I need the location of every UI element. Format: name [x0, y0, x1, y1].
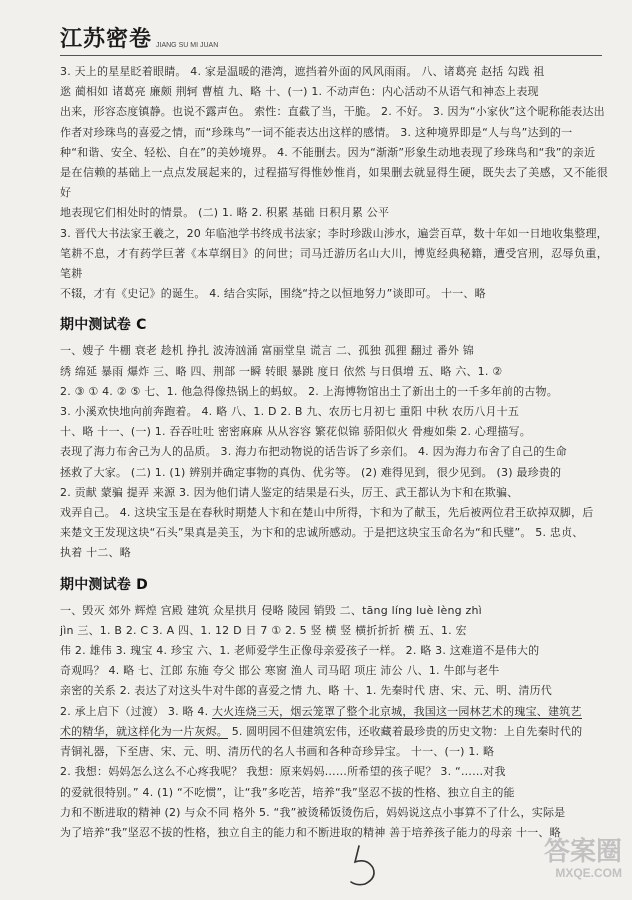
text-line: 不辍，才有《史记》的诞生。 4. 结合实际，围绕“持之以恒地努力”谈即可。 十一、略	[60, 287, 486, 301]
text-fragment: 5. 圆明园不但建筑宏伟，还收藏着最珍贵的历史文物：上自先秦时代的	[228, 724, 583, 738]
watermark-title: 答案圈	[543, 836, 622, 866]
text-line: 亲密的关系 2. 表达了对这头牛对牛郎的喜爱之情 九、略 十、1. 先秦时代 唐、宋、元、明、清历代	[60, 684, 552, 698]
text-line: 青铜礼器，下至唐、宋、元、明、清历代的名人书画和各种奇珍异宝。 十一、(一) 1. 略	[60, 745, 495, 759]
text-line: 来楚文王发现这块“石头”果真是美玉，为卞和的忠诚所感动。于是把这块宝玉命名为“和氏璧”。 5. 忠贞、	[60, 526, 584, 540]
text-line: 一、嫂子 牛棚 衰老 趁机 挣扎 波涛汹涌 富丽堂皇 谎言 二、孤独 孤狸 翻过 番外 锦	[60, 344, 474, 358]
text-line: 3. 晋代大书法家王羲之，20 年临池学书终成书法家；李时珍跋山涉水，遍尝百草，数十年如一日地收集整理，	[60, 226, 608, 240]
brand-name: 江苏密卷	[60, 26, 153, 52]
site-watermark	[512, 836, 622, 892]
underlined-sentence-end: 术的精华，就这样化为一片灰烬。	[60, 724, 228, 738]
text-line: 的爱就很特别。” 4. (1) “不吃惯”，让“我”多吃苦，培养“我”坚忍不拔的性格、独立自主的能	[60, 785, 515, 799]
text-line: 逖 蔺相如 诸葛亮 廉颇 荆轲 曹植 九、略 十、(一) 1. 不动声色：内心活动不从语气和神态上表现	[60, 85, 539, 99]
section-d-title: 期中测试卷 D	[60, 576, 148, 593]
text-line: 伟 2. 雄伟 3. 瑰宝 4. 珍宝 六、1. 老师爱学生正像母亲爱孩子一样。 2. 略 3. 这难道不是伟大的	[60, 644, 540, 658]
brand-logo	[60, 22, 218, 53]
text-line: 绣 绵延 暴雨 爆炸 三、略 四、荆部 一瞬 转眼 暴跳 度日 依然 与日俱增 五、略 六、1. ②	[60, 364, 503, 378]
text-line: 是在信赖的基础上一点点发展起来的，过程描写得惟妙惟肖，如果删去就显得生硬，既失去了美感，又不能很好	[60, 166, 608, 200]
text-line	[60, 722, 608, 742]
text-line: jìn 三、1. B 2. C 3. A 四、1. 12 D 日 7 ① 2. 5 竖 横 竖 横折折折 横 五、1. 宏	[60, 623, 467, 637]
text-line: 2. 贡献 蒙骗 提弄 来源 3. 因为他们请人鉴定的结果是石头，厉王、武王都认为卞和在欺骗、	[60, 485, 519, 499]
text-line: 种“和谐、安全、轻松、自在”的美妙境界。 4. 不能删去。因为“渐渐”形象生动地表现了珍珠鸟和“我”的亲近	[60, 145, 596, 159]
brand-subtitle: JIANG SU MI JUAN	[156, 42, 219, 49]
text-line: 十、略 十一、(一) 1. 吞吞吐吐 密密麻麻 从从容容 繁花似锦 骄阳似火 骨瘦如柴 2. 心理描写。	[60, 425, 531, 439]
text-line: 2. 我想：妈妈怎么这么不心疼我呢？ 我想：原来妈妈……所希望的孩子呢？ 3. “……对我	[60, 765, 506, 779]
watermark-url: MXQE.COM	[555, 866, 622, 880]
text-line: 一、毁灭 郊外 辉煌 宫殿 建筑 众星拱月 侵略 陵园 销毁 二、tāng líng luè lèng zhì	[60, 603, 482, 617]
section-c-title: 期中测试卷 C	[60, 317, 147, 334]
text-line: 奇观吗？ 4. 略 七、江郎 东施 夸父 邯公 寒窗 渔人 司马昭 项庄 沛公 八、1. 牛郎与老牛	[60, 664, 500, 678]
text-line: 地表现它们相处时的情景。 (二) 1. 略 2. 积累 基础 日积月累 公平	[60, 206, 390, 220]
intro-block	[60, 62, 608, 304]
text-line: 戏弄自己。 4. 这块宝玉是在春秋时期楚人卞和在楚山中所得，卞和为了献玉，先后被两位君王砍掉双脚，后	[60, 506, 594, 520]
section-c-block	[60, 341, 608, 563]
underlined-sentence: 大火连烧三天，烟云笼罩了整个北京城，我国这一园林艺术的瑰宝、建筑艺	[211, 704, 582, 718]
text-line: 作者对珍珠鸟的喜爱之情，而“珍珠鸟”一词不能表达出这样的感情。 3. 这种境界即是“人与鸟”达到的一	[60, 125, 573, 139]
handwritten-page-mark	[345, 842, 385, 888]
text-fragment: 2. 承上启下（过渡） 3. 略 4.	[60, 704, 212, 718]
answer-content	[60, 62, 608, 843]
text-line: 2. ③ ① 4. ② ⑤ 七、1. 他急得像热锅上的蚂蚁。 2. 上海博物馆出土了新出土的一千多年前的古物。	[60, 384, 558, 398]
text-line: 3. 小溪欢快地向前奔跑着。 4. 略 八、1. D 2. B 九、农历七月初七 重阳 中秋 农历八月十五	[60, 405, 520, 419]
text-line: 表现了海力布舍己为人的品质。 3. 海力布把动物说的话告诉了乡亲们。 4. 因为海力布舍了自己的生命	[60, 445, 567, 459]
text-line: 拯救了大家。 (二) 1. (1) 辨别并确定事物的真伪、优劣等。 (2) 难得见到，很少见到。 (3) 最珍贵的	[60, 465, 562, 479]
text-line: 为了培养“我”坚忍不拔的性格，独立自主的能力和不断进取的精神 善于培养孩子能力的母亲 十一、略	[60, 825, 561, 839]
text-line: 3. 天上的星星眨着眼睛。 4. 家是温暖的港湾，遮挡着外面的风风雨雨。 八、诸葛亮 赵括 勾践 祖	[60, 65, 545, 78]
text-line: 力和不断进取的精神 (2) 与众不同 格外 5. “我”被烫稀饭烫伤后，妈妈说这点小事算不了什么，实际是	[60, 805, 566, 819]
text-line: 执着 十二、略	[60, 546, 131, 560]
header-divider	[60, 55, 602, 56]
text-line: 笔耕不息，才有药学巨著《本草纲目》的问世；司马迁游历名山大川，博览经典秘籍，遭受宫刑，忍辱负重，笔耕	[60, 246, 608, 281]
section-d-block	[60, 601, 608, 843]
text-line: 出来，形容态度镇静。也说不露声色。 索性：直截了当，干脆。 2. 不好。 3. 因为“小家伙”这个昵称能表达出	[60, 105, 605, 119]
text-line	[60, 702, 608, 722]
